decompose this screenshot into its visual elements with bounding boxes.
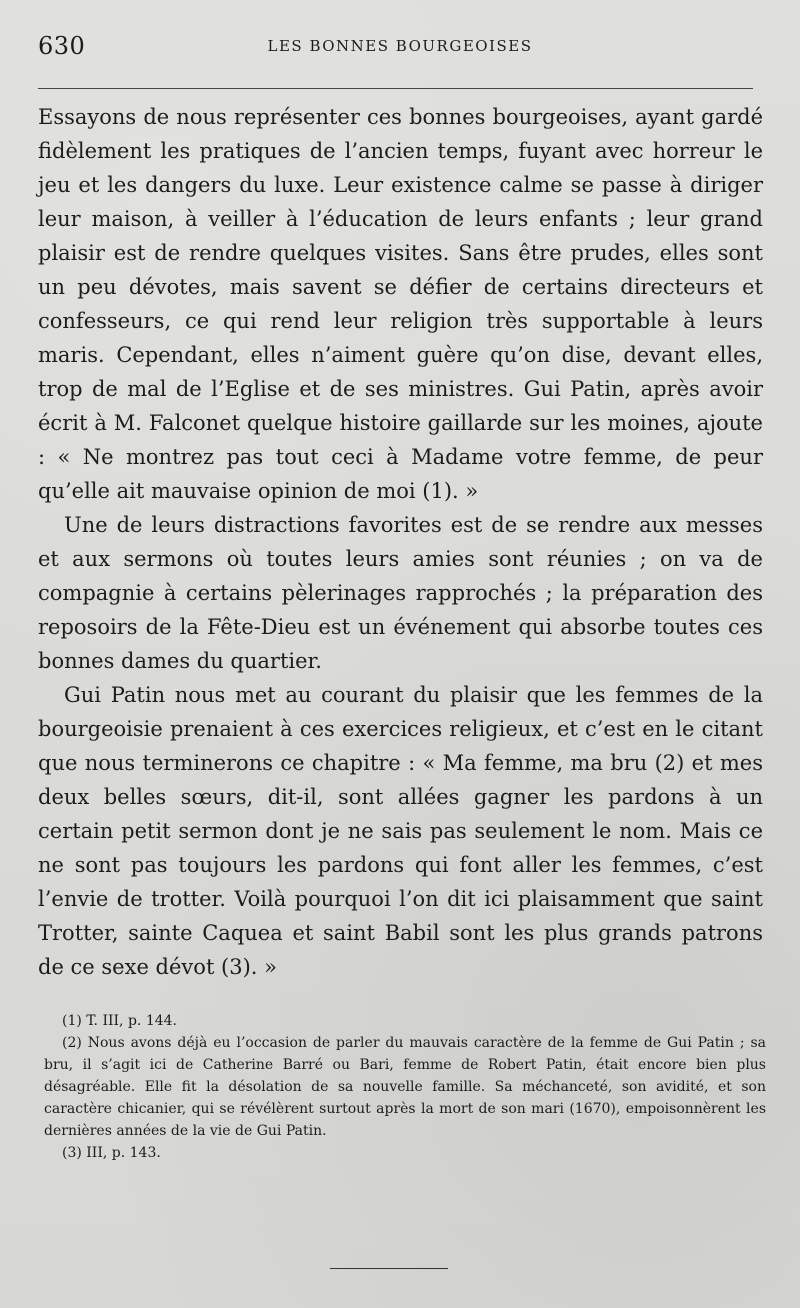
header-rule — [38, 88, 753, 89]
footnote-1: (1) T. III, p. 144. — [62, 1013, 177, 1029]
paragraph-1: Essayons de nous représenter ces bonnes bourgeoises, ayant gardé fidèlement les pratiques de l’ancien temps, fuyant avec horreur le jeu et les dangers du luxe. Leur existence calme se passe à diriger leur maison, à veiller à l’éducation de leurs enfants ; leur grand plaisir est de rendre quelques visites. Sans être prudes, elles sont un peu dévotes, mais savent se défier de certains directeurs et confesseurs, ce qui rend leur religion très supportable à leurs maris. Cependant, elles n’aiment guère qu’on dise, devant elles, trop de mal de l’Eglise et de ses ministres. Gui Patin, après avoir écrit à M. Falconet quelque histoire gaillarde sur les moines, ajoute : « Ne montrez pas tout ceci à Madame votre femme, de peur qu’elle ait mauvaise opinion de moi (1). » — [38, 105, 763, 503]
page-number: 630 — [38, 32, 86, 60]
bottom-rule — [330, 1268, 448, 1269]
paragraph-3: Gui Patin nous met au courant du plaisir que les femmes de la bourgeoisie prenaient à ces exercices religieux, et c’est en le citant que nous terminerons ce chapitre : « Ma femme, ma bru (2) et mes deux belles sœurs, dit-il, sont allées gagner les pardons à un certain petit sermon dont je ne sais pas seulement le nom. Mais ce ne sont pas toujours les pardons qui font aller les femmes, c’est l’envie de trotter. Voilà pourquoi l’on dit ici plaisamment que saint Trotter, sainte Caquea et saint Babil sont les plus grands patrons de ce sexe dévot (3). » — [38, 683, 763, 979]
footnote-3: (3) III, p. 143. — [62, 1145, 161, 1161]
footnotes — [44, 1010, 766, 1164]
footnote-2: (2) Nous avons déjà eu l’occasion de parler du mauvais caractère de la femme de Gui Patin ; sa bru, il s’agit ici de Catherine Barré ou Bari, femme de Robert Patin, était encore bien plus désagréable. Elle fit la désolation de sa nouvelle famille. Sa méchanceté, son avidité, et son caractère chicanier, qui se révélèrent surtout après la mort de son mari (1670), empoisonnèrent les dernières années de la vie de Gui Patin. — [44, 1035, 766, 1139]
main-text — [38, 100, 763, 984]
running-title: LES BONNES BOURGEOISES — [267, 37, 533, 55]
paragraph-2: Une de leurs distractions favorites est de se rendre aux messes et aux sermons où toutes leurs amies sont réunies ; on va de compagnie à certains pèlerinages rapprochés ; la préparation des reposoirs de la Fête-Dieu est un événement qui absorbe toutes ces bonnes dames du quartier. — [38, 513, 763, 673]
